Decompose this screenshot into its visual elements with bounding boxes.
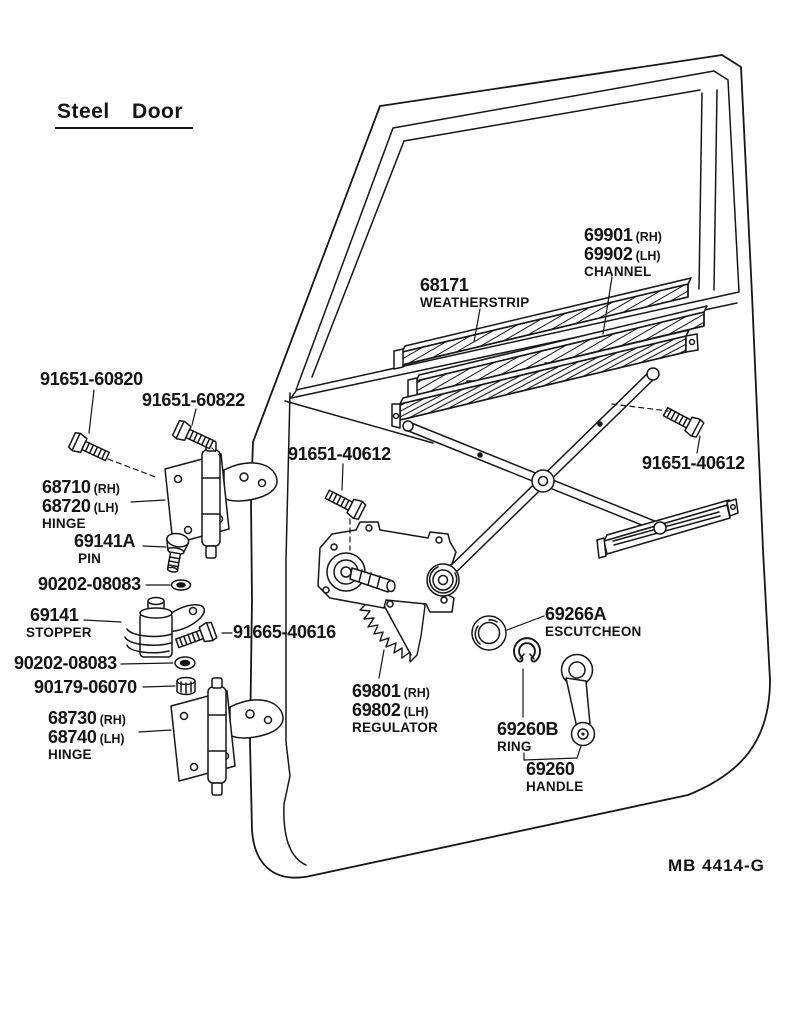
part-number: 69260 xyxy=(526,759,575,779)
part-number: 91651-60822 xyxy=(142,390,245,410)
label-bolt-40612-right xyxy=(642,454,745,473)
part-number: 91651-60820 xyxy=(40,369,143,389)
part-number: 68720 (LH) xyxy=(42,495,119,516)
part-description: ESCUTCHEON xyxy=(545,623,642,639)
escutcheon xyxy=(472,616,506,650)
label-weatherstrip xyxy=(420,276,529,311)
label-bolt-40612-left xyxy=(288,445,391,464)
cushion-cap xyxy=(177,678,195,695)
lower-hinge xyxy=(171,678,283,795)
label-bolt-60820 xyxy=(40,370,143,389)
part-number: 68730 (RH) xyxy=(48,708,126,728)
part-number: 69266A xyxy=(545,604,607,624)
label-ring xyxy=(497,720,558,755)
retaining-ring xyxy=(517,641,538,659)
part-description: STOPPER xyxy=(26,624,92,640)
regulator-spring-drum xyxy=(427,564,459,596)
label-regulator xyxy=(352,682,438,736)
window-crank-handle xyxy=(562,655,595,746)
washer-lower xyxy=(175,657,195,669)
part-description: WEATHERSTRIP xyxy=(420,294,530,310)
part-description: PIN xyxy=(78,550,102,566)
part-number: 91665-40616 xyxy=(233,622,336,642)
part-number: 91651-40612 xyxy=(642,453,745,473)
label-escutcheon xyxy=(545,605,642,640)
hinge-bolt-60822 xyxy=(172,419,215,453)
part-description: RING xyxy=(497,738,532,754)
part-number: 69141A xyxy=(74,531,136,551)
washer-upper xyxy=(172,580,191,590)
regulator-bolt-right xyxy=(661,403,704,438)
part-description: HINGE xyxy=(42,515,86,531)
part-number: 69901 (RH) xyxy=(584,225,662,245)
part-number: 68171 xyxy=(420,275,469,295)
stopper-pin xyxy=(161,532,189,574)
label-handle xyxy=(526,760,583,795)
regulator-bolt-left xyxy=(323,486,366,521)
part-number: 69801 (RH) xyxy=(352,681,430,701)
label-bolt-60822 xyxy=(142,391,245,410)
page-title: Steel Door xyxy=(55,100,193,129)
part-number: 69260B xyxy=(497,719,559,739)
part-number: 68740 (LH) xyxy=(48,726,125,747)
part-number: 69802 (LH) xyxy=(352,699,429,720)
drawing-code: MB 4414-G xyxy=(668,856,765,875)
part-number: 69141 xyxy=(30,605,79,625)
label-pin xyxy=(74,532,135,567)
part-number: 90202-08083 xyxy=(38,574,141,594)
label-washer-lower xyxy=(14,654,117,673)
label-stopper xyxy=(26,606,92,641)
hinge-bolt-60820 xyxy=(68,431,111,465)
part-description: HINGE xyxy=(48,746,92,762)
part-number: 69902 (LH) xyxy=(584,243,661,264)
label-washer-upper xyxy=(38,575,141,594)
part-number: 91651-40612 xyxy=(288,444,391,464)
part-description: HANDLE xyxy=(526,778,584,794)
label-hinge-lower xyxy=(48,709,126,763)
part-number: 68710 (RH) xyxy=(42,477,120,497)
label-channel xyxy=(584,226,662,280)
part-description: CHANNEL xyxy=(584,263,652,279)
part-number: 90179-06070 xyxy=(34,677,137,697)
part-description: REGULATOR xyxy=(352,719,439,735)
door-stopper xyxy=(125,598,208,658)
label-bolt-40616 xyxy=(233,623,336,642)
label-cap xyxy=(34,678,137,697)
label-hinge-upper xyxy=(42,478,120,532)
part-number: 90202-08083 xyxy=(14,653,117,673)
